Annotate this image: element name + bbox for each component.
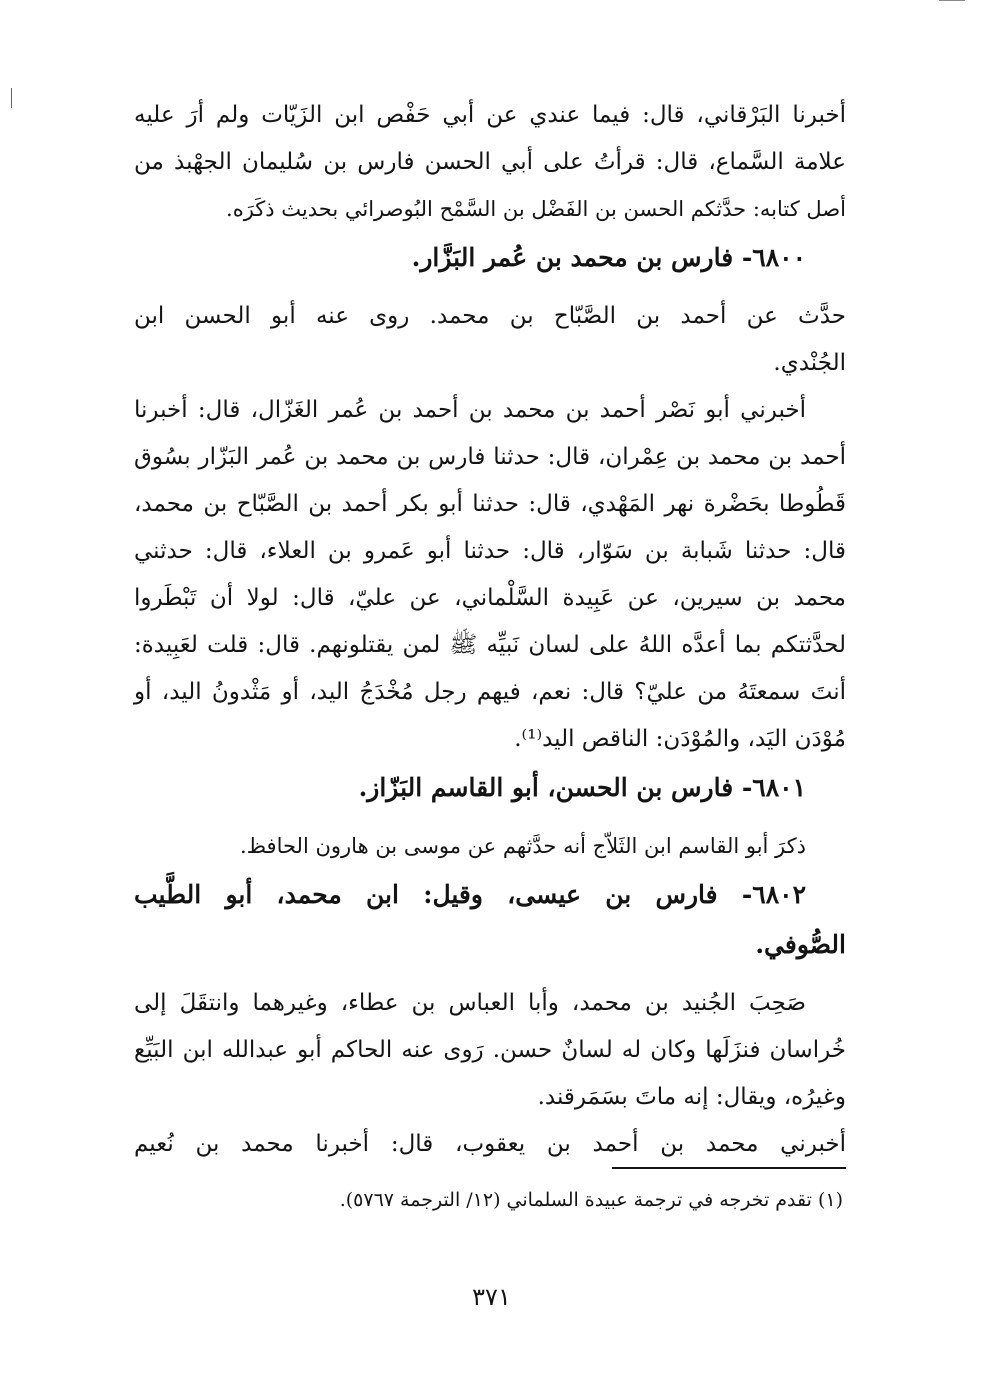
text-line: محمد بن سيرين، عن عَبِيدة السَّلْماني، عن عليّ، قال: لولا أن تَبْطَروا: [134, 585, 846, 611]
entry-heading-6801: ٦٨٠١- فارس بن الحسن، أبو القاسم البَزّاز.: [358, 773, 806, 802]
text-line: الجُنْدي.: [773, 350, 846, 376]
footnote-separator: [612, 1167, 846, 1169]
text-line: قَطُوطا بحَضْرة نهر المَهْدي، قال: حدثنا أبو بكر أحمد بن الصَّبّاح بن محمد،: [134, 491, 846, 517]
text-line: علامة السَّماع، قال: قرأتُ على أبي الحسن فارس بن سُليمان الجهْبذ من: [134, 149, 846, 175]
entry-6801-paragraph-1: [134, 823, 846, 870]
text-line: لحدَّثتكم بما أعدَّه اللهُ على لسان نَبيِّه ﷺ لمن يقتلونهم. قال: قلت لعَبِيدة:: [134, 632, 846, 658]
entry-heading-6802: ٦٨٠٢- فارس بن عيسى، وقيل: ابن محمد، أبو الطَّيب: [134, 880, 806, 909]
text-line: أحمد بن محمد بن عِمْران، قال: حدثنا فارس بن محمد بن عُمر البَزّار بسُوق: [134, 444, 846, 470]
text-line: أصل كتابه: حدَّثكم الحسن بن الفَضْل بن السَّمْح البُوصرائي بحديث ذكَرَه.: [226, 197, 846, 221]
page-body: [134, 92, 846, 1168]
scan-edge-mark-left: [11, 88, 12, 108]
text-line: صَحِبَ الجُنيد بن محمد، وأبا العباس بن عطاء، وغيرهما وانتقَلَ إلى: [134, 990, 806, 1016]
text-line: مُوْدَن اليَد، والمُوْدَن: الناقص اليد⁽¹⁾.: [514, 726, 846, 752]
entry-6800-paragraph-2: [134, 387, 846, 763]
scan-edge-mark: [939, 0, 965, 10]
text-line: أخبرنا البَرْقاني، قال: فيما عندي عن أبي حَفْص ابن الزَيّات ولم أرَ عليه: [134, 102, 846, 128]
entry-heading-6802-continued: الصُّوفي.: [755, 930, 846, 959]
entry-6802-paragraph-1: [134, 980, 846, 1121]
text-line: أنتَ سمعتَهُ من عليّ؟ قال: نعم، فيهم رجل مُخْدَجُ اليد، أو مَثْدونُ اليد، أو: [134, 679, 846, 705]
text-line: وغيرُه، ويقال: إنه ماتَ بسَمَرقند.: [537, 1084, 846, 1110]
text-line: خُراسان فنزَلَها وكان له لسانٌ حسن. رَوى عنه الحاكم أبو عبدالله ابن البَيِّع: [134, 1037, 846, 1063]
text-line: قال: حدثنا شَبابة بن سَوّار، قال: حدثنا أبو عَمرو بن العلاء، قال: حدثني: [134, 538, 846, 564]
intro-paragraph: [134, 92, 846, 233]
text-line: ذكرَ أبو القاسم ابن الثَلاّج أنه حدَّثهم عن موسى بن هارون الحافظ.: [239, 834, 806, 858]
text-line: أخبرني محمد بن أحمد بن يعقوب، قال: أخبرنا محمد بن نُعيم: [134, 1131, 846, 1157]
page-number: ٣٧١: [472, 1283, 511, 1311]
entry-heading-6800: ٦٨٠٠- فارس بن محمد بن عُمر البَزَّار.: [411, 243, 806, 272]
text-line: أخبرني أبو نَصْر أحمد بن محمد بن أحمد بن عُمر الغَزّال، قال: أخبرنا: [134, 397, 806, 423]
entry-6802-paragraph-2: [134, 1121, 846, 1168]
entry-6800-paragraph-1: [134, 293, 846, 387]
footnote: (١) تقدم تخرجه في ترجمة عبيدة السلماني (١٢/ الترجمة ٥٧٦٧).: [339, 1189, 843, 1211]
text-line: حدَّث عن أحمد بن الصَّبّاح بن محمد. روى عنه أبو الحسن ابن: [134, 303, 846, 329]
